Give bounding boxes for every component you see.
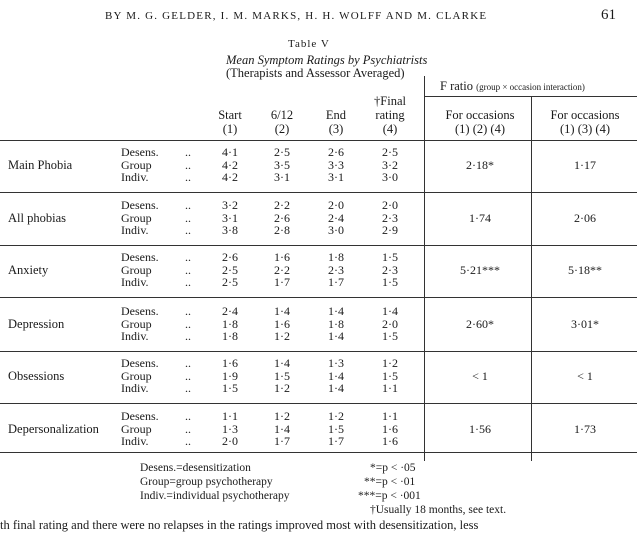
rating-value: 3·3 [328, 157, 344, 172]
leader-dots: .. [185, 170, 191, 184]
f-ratio-value: 1·56 [469, 421, 491, 436]
page-number: 61 [601, 7, 616, 23]
footnote-line: †Usually 18 months, see text. [370, 504, 507, 516]
rating-value: 1·2 [274, 329, 290, 343]
rating-value: 1·5 [382, 250, 398, 264]
group-separator [0, 351, 637, 352]
f-ratio-heading [440, 79, 585, 94]
f-ratio-value: 3·01* [571, 316, 599, 331]
leader-dots: .. [185, 434, 191, 448]
rating-value: 2·0 [328, 198, 344, 212]
running-header: BY M. G. GELDER, I. M. MARKS, H. H. WOLFF AND M. CLARKE [105, 10, 488, 22]
col-head-f1 [430, 108, 530, 136]
rating-value: 2·5 [382, 145, 398, 159]
treatment-label: Indiv. [121, 275, 149, 289]
f-ratio-value: 2·18* [466, 157, 494, 172]
rating-value: 1·6 [274, 250, 290, 264]
group-separator [0, 403, 637, 404]
rating-value: 2·0 [382, 316, 398, 331]
group-separator [0, 245, 637, 246]
rating-value: 1·4 [328, 329, 344, 343]
table-label: Table V [288, 38, 330, 50]
rating-value: 1·7 [328, 434, 344, 448]
rating-value: 1·4 [274, 304, 290, 318]
header-rule [0, 140, 637, 141]
leader-dots: .. [185, 329, 191, 343]
rating-value: 3·1 [274, 170, 290, 184]
treatment-label: Group [121, 368, 152, 383]
rating-value: 1·7 [274, 434, 290, 448]
rating-value: 1·6 [222, 356, 238, 370]
abbreviation-footnotes [140, 461, 289, 503]
rating-value: 2·8 [274, 223, 290, 237]
rating-value: 2·6 [222, 250, 238, 264]
group-name: All phobias [8, 211, 66, 225]
treatment-label: Desens. [121, 145, 159, 159]
treatment-label: Indiv. [121, 434, 149, 448]
rating-value: 1·8 [328, 250, 344, 264]
leader-dots: .. [185, 368, 191, 383]
rating-value: 3·0 [382, 170, 398, 184]
group-name: Obsessions [8, 369, 65, 383]
rating-value: 1·5 [222, 381, 238, 395]
f-ratio-value: 1·74 [469, 210, 491, 225]
leader-dots: .. [185, 262, 191, 277]
leader-dots: .. [185, 421, 191, 436]
rating-value: 2·6 [328, 145, 344, 159]
leader-dots: .. [185, 223, 191, 237]
rating-value: 1·1 [382, 409, 398, 423]
rating-value: 1·8 [328, 316, 344, 331]
rating-value: 1·9 [222, 368, 238, 383]
treatment-label: Group [121, 316, 152, 331]
rating-value: 2·2 [274, 262, 290, 277]
rating-value: 2·3 [382, 262, 398, 277]
f-ratio-value: 5·21*** [460, 262, 500, 277]
rating-value: 1·2 [382, 356, 398, 370]
f-ratio-value: 1·17 [574, 157, 596, 172]
f-ratio-value: 2·06 [574, 210, 596, 225]
rating-value: 1·5 [382, 275, 398, 289]
rating-value: 2·4 [328, 210, 344, 225]
table-bottom-rule [0, 452, 637, 453]
rating-value: 1·4 [382, 304, 398, 318]
col-head-line: For occasions [550, 108, 620, 122]
rating-value: 1·3 [222, 421, 238, 436]
col-head-line: Start [218, 108, 242, 122]
leader-dots: .. [185, 356, 191, 370]
rating-value: 2·5 [274, 145, 290, 159]
rating-value: 3·1 [328, 170, 344, 184]
f-ratio-value: < 1 [577, 368, 593, 383]
rating-value: 3·0 [328, 223, 344, 237]
f-ratio-value: 2·60* [466, 316, 494, 331]
rating-value: 3·5 [274, 157, 290, 172]
table-subtitle: (Therapists and Assessor Averaged) [226, 66, 405, 80]
treatment-label: Group [121, 262, 152, 277]
col-head-num: (4) [382, 122, 398, 136]
rating-value: 2·2 [274, 198, 290, 212]
rating-value: 1·2 [328, 409, 344, 423]
col-head-line: rating [375, 108, 405, 122]
f-ratio-value: < 1 [472, 368, 488, 383]
rating-value: 1·4 [328, 381, 344, 395]
rating-value: 1·8 [222, 329, 238, 343]
leader-dots: .. [185, 316, 191, 331]
rating-value: 2·3 [328, 262, 344, 277]
rating-value: 2·5 [222, 262, 238, 277]
treatment-label: Desens. [121, 356, 159, 370]
treatment-label: Indiv. [121, 223, 149, 237]
rating-value: 1·2 [274, 409, 290, 423]
rating-value: 2·6 [274, 210, 290, 225]
col-head-6-12 [262, 108, 302, 136]
leader-dots: .. [185, 210, 191, 225]
group-name: Depersonalization [8, 422, 99, 436]
f-ratio-label: F ratio [440, 79, 473, 93]
rating-value: 2·0 [222, 434, 238, 448]
treatment-label: Desens. [121, 198, 159, 212]
col-head-num: (1) (2) (4) [455, 122, 505, 136]
rating-value: 1·1 [222, 409, 238, 423]
treatment-label: Group [121, 157, 152, 172]
col-head-final [366, 94, 414, 136]
rating-value: 4·2 [222, 157, 238, 172]
body-text-fragment: th final rating and there were no relapses in the ratings improved most with desensitization, less [0, 518, 479, 532]
leader-dots: .. [185, 198, 191, 212]
col-head-start [210, 108, 250, 136]
f-ratio-note: (group × occasion interaction) [476, 82, 585, 92]
rating-value: 2·4 [222, 304, 238, 318]
leader-dots: .. [185, 409, 191, 423]
treatment-label: Desens. [121, 250, 159, 264]
rating-value: 1·5 [382, 368, 398, 383]
treatment-label: Desens. [121, 304, 159, 318]
rating-value: 1·4 [274, 356, 290, 370]
rating-value: 1·5 [382, 329, 398, 343]
rating-value: 2·9 [382, 223, 398, 237]
group-separator [0, 192, 637, 193]
leader-dots: .. [185, 145, 191, 159]
rating-value: 1·2 [274, 381, 290, 395]
rating-value: 2·0 [382, 198, 398, 212]
rating-value: 1·4 [274, 421, 290, 436]
rating-value: 1·4 [328, 304, 344, 318]
rating-value: 1·8 [222, 316, 238, 331]
footnote-line: **=p < ·01 [364, 476, 416, 488]
rating-value: 1·7 [274, 275, 290, 289]
leader-dots: .. [185, 157, 191, 172]
rating-value: 4·1 [222, 145, 238, 159]
leader-dots: .. [185, 275, 191, 289]
rating-value: 4·2 [222, 170, 238, 184]
rating-value: 1·7 [328, 275, 344, 289]
rating-value: 1·3 [328, 356, 344, 370]
footnote-line: Indiv.=individual psychotherapy [140, 490, 290, 502]
col-head-line: End [325, 108, 347, 122]
f-ratio-value: 1·73 [574, 421, 596, 436]
leader-dots: .. [185, 381, 191, 395]
rating-value: 1·5 [274, 368, 290, 383]
rating-value: 1·5 [328, 421, 344, 436]
f-ratio-value: 5·18** [568, 262, 602, 277]
col-head-line: †Final [374, 94, 406, 108]
footnote-line: Group=group psychotherapy [140, 476, 273, 488]
col-head-num: (1) (3) (4) [560, 122, 610, 136]
rating-value: 3·2 [382, 157, 398, 172]
col-head-end [316, 108, 356, 136]
treatment-label: Indiv. [121, 170, 149, 184]
group-name: Anxiety [8, 263, 49, 277]
treatment-label: Group [121, 210, 152, 225]
rating-value: 1·6 [382, 421, 398, 436]
col-head-num: (2) [274, 122, 290, 136]
footnote-line: *=p < ·05 [370, 462, 416, 474]
group-name: Main Phobia [8, 158, 73, 172]
col-head-num: (3) [328, 122, 344, 136]
col-head-line: For occasions [445, 108, 515, 122]
rating-value: 2·3 [382, 210, 398, 225]
rating-value: 2·5 [222, 275, 238, 289]
rating-value: 3·2 [222, 198, 238, 212]
table-title: Mean Symptom Ratings by Psychiatrists [226, 53, 428, 67]
col-head-num: (1) [222, 122, 238, 136]
treatment-label: Desens. [121, 409, 159, 423]
rating-value: 1·4 [328, 368, 344, 383]
col-head-f2 [535, 108, 635, 136]
treatment-label: Group [121, 421, 152, 436]
rating-value: 3·1 [222, 210, 238, 225]
significance-footnotes [350, 461, 506, 517]
group-separator [0, 297, 637, 298]
col-head-line: 6/12 [270, 108, 294, 122]
rating-value: 3·8 [222, 223, 238, 237]
vertical-rule-mid [531, 96, 532, 461]
leader-dots: .. [185, 304, 191, 318]
leader-dots: .. [185, 250, 191, 264]
rating-value: 1·1 [382, 381, 398, 395]
rating-value: 1·6 [274, 316, 290, 331]
rating-value: 1·6 [382, 434, 398, 448]
group-name: Depression [8, 317, 65, 331]
footnote-line: ***=p < ·001 [358, 490, 421, 502]
footnote-line: Desens.=desensitization [140, 462, 251, 474]
treatment-label: Indiv. [121, 381, 149, 395]
treatment-label: Indiv. [121, 329, 149, 343]
